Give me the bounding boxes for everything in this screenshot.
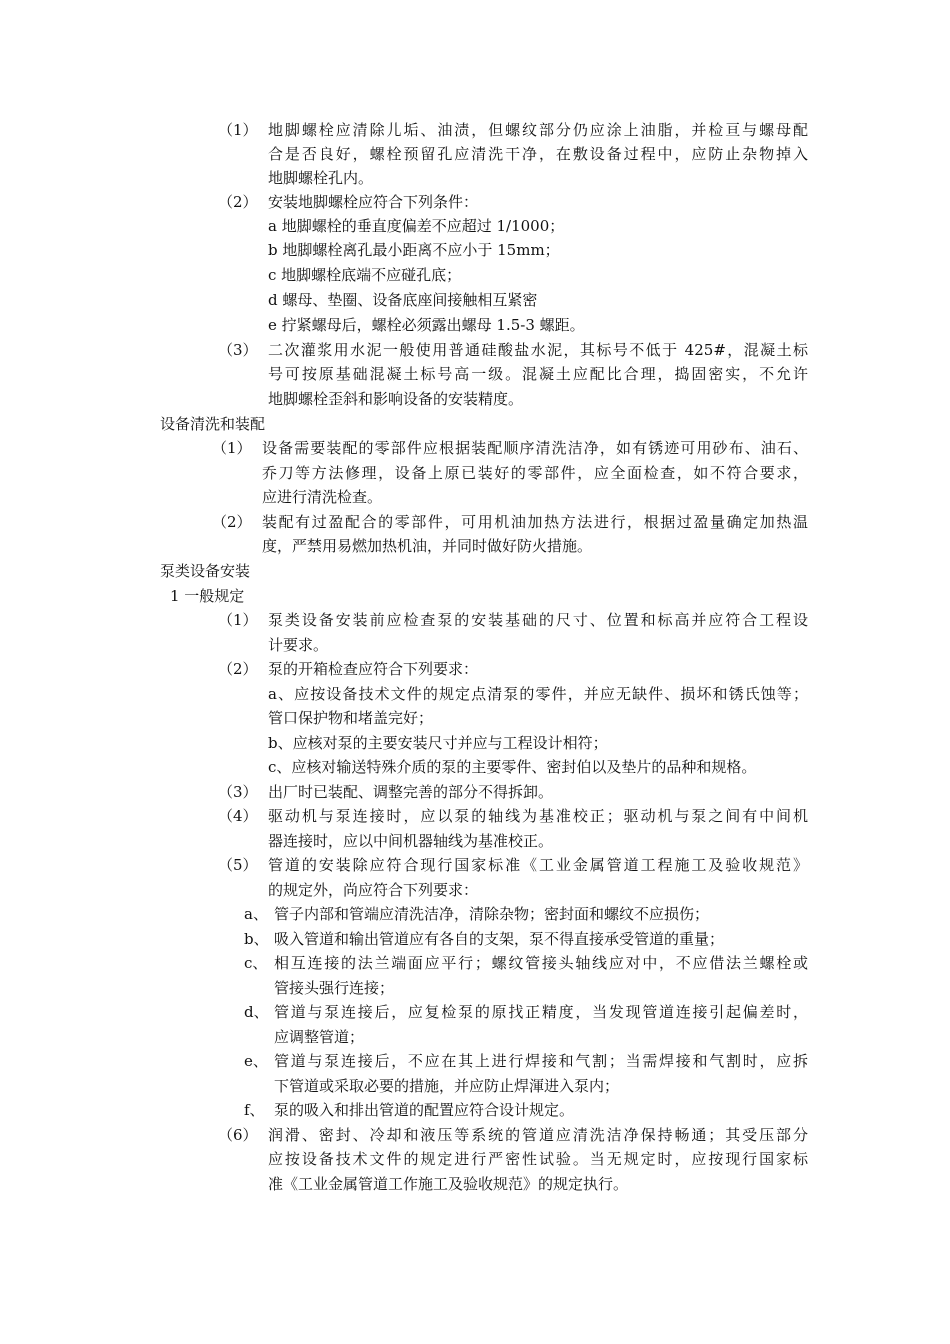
paragraph-line: 二次灌浆用水泥一般使用普通硅酸盐水泥，其标号不低于 425#，混凝土标 (268, 341, 808, 359)
paragraph-line: 地脚螺栓应清除儿垢、油渍，但螺纹部分仍应涂上油脂，并检亘与螺母配 (268, 121, 808, 139)
sub-item: 管口保护物和堵盖完好； (268, 709, 434, 727)
paragraph-line: 度，严禁用易燃加热机油，并同时做好防火措施。 (262, 537, 593, 555)
list-item: 管道与泵连接后，不应在其上进行焊接和气割；当需焊接和气割时，应拆 (274, 1052, 808, 1070)
sub-item: a、应按设备技术文件的规定点清泵的零件，并应无缺件、损坏和锈氏蚀等； (268, 685, 808, 703)
item-number: （2） (218, 660, 258, 678)
list-item: 下管道或采取必要的措施，并应防止焊渾进入泵内； (274, 1077, 620, 1095)
sub-item: a 地脚螺栓的垂直度偏差不应超过 1/1000； (268, 217, 565, 235)
sub-item: b、应核对泵的主要安装尺寸并应与工程设计相符； (268, 734, 608, 752)
paragraph-line: 地脚螺栓歪斜和影响设备的安装精度。 (268, 390, 524, 408)
item-number: （3） (218, 783, 258, 801)
list-letter: a、 (244, 905, 268, 923)
paragraph-line: 驱动机与泵连接时，应以泵的轴线为基准校正；驱动机与泵之间有中间机 (268, 807, 808, 825)
paragraph-line: 器连接时，应以中间机器轴线为基准校正。 (268, 832, 554, 850)
sub-item: d 螺母、垫圈、设备底座间接触相互紧密 (268, 291, 538, 309)
list-letter: d、 (244, 1003, 269, 1021)
list-item: 吸入管道和输出管道应有各自的支架，泵不得直接承受管道的重量； (274, 930, 725, 948)
paragraph-line: 准《工业金属管道工作施工及验收规范》的规定执行。 (268, 1175, 629, 1193)
paragraph-line: 泵的开箱检查应符合下列要求： (268, 660, 479, 678)
item-number: （1） (218, 121, 258, 139)
paragraph-line: 应进行清洗检查。 (262, 488, 383, 506)
paragraph-line: 设备需要装配的零部件应根据装配顺序清洗洁净，如有锈迹可用砂布、油石、 (262, 439, 808, 457)
paragraph-line: 管道的安装除应符合现行国家标准《工业金属管道工程施工及验收规范》 (268, 856, 808, 874)
list-letter: b、 (244, 930, 269, 948)
paragraph-line: 乔刀等方法修理，设备上原已装好的零部件，应全面检查，如不符合要求， (262, 464, 808, 482)
subsection-heading: 1 一般规定 (170, 587, 245, 605)
sub-item: b 地脚螺栓离孔最小距离不应小于 15mm； (268, 241, 560, 259)
paragraph-line: 装配有过盈配合的零部件，可用机油加热方法进行，根据过盈量确定加热温 (262, 513, 808, 531)
list-item: 泵的吸入和排出管道的配置应符合设计规定。 (274, 1101, 575, 1119)
section-heading: 泵类设备安装 (160, 562, 251, 580)
paragraph-line: 润滑、密封、冷却和液压等系统的管道应清洗洁净保持畅通；其受压部分 (268, 1126, 808, 1144)
item-number: （3） (218, 341, 258, 359)
list-letter: f、 (244, 1101, 265, 1119)
list-item: 管道与泵连接后，应复检泵的原找正精度，当发现管道连接引起偏差时， (274, 1003, 808, 1021)
sub-item: c、应核对输送特殊介质的泵的主要零件、密封伯以及垫片的品种和规格。 (268, 758, 757, 776)
paragraph-line: 安装地脚螺栓应符合下列条件： (268, 193, 479, 211)
sub-item: e 拧紧螺母后，螺栓必须露出螺母 1.5-3 螺距。 (268, 316, 585, 334)
item-number: （2） (218, 193, 258, 211)
item-number: （6） (218, 1126, 258, 1144)
list-item: 应调整管道； (274, 1028, 365, 1046)
list-letter: e、 (244, 1052, 268, 1070)
paragraph-line: 计要求。 (268, 636, 329, 654)
item-number: （5） (218, 856, 258, 874)
section-heading: 设备清洗和装配 (160, 415, 266, 433)
list-item: 相互连接的法兰端面应平行；螺纹管接头轴线应对中，不应借法兰螺栓或 (274, 954, 808, 972)
item-number: （2） (212, 513, 252, 531)
paragraph-line: 出厂时已装配、调整完善的部分不得拆卸。 (268, 783, 554, 801)
paragraph-line: 泵类设备安装前应检查泵的安装基础的尺寸、位置和标高并应符合工程设 (268, 611, 808, 629)
paragraph-line: 合是否良好，螺栓预留孔应清洗干净，在敷设备过程中，应防止杂物掉入 (268, 145, 808, 163)
list-item: 管接头强行连接； (274, 979, 395, 997)
paragraph-line: 地脚螺栓孔内。 (268, 169, 374, 187)
list-item: 管子内部和管端应清洗洁净，清除杂物；密封面和螺纹不应损伤； (274, 905, 710, 923)
item-number: （1） (218, 611, 258, 629)
paragraph-line: 应按设备技术文件的规定进行严密性试验。当无规定时，应按现行国家标 (268, 1150, 808, 1168)
list-letter: c、 (244, 954, 268, 972)
sub-item: c 地脚螺栓底端不应碰孔底； (268, 266, 462, 284)
paragraph-line: 号可按原基础混凝土标号高一级。混凝土应配比合理，捣固密实，不允许 (268, 365, 808, 383)
item-number: （4） (218, 807, 258, 825)
item-number: （1） (212, 439, 252, 457)
paragraph-line: 的规定外，尚应符合下列要求： (268, 881, 479, 899)
